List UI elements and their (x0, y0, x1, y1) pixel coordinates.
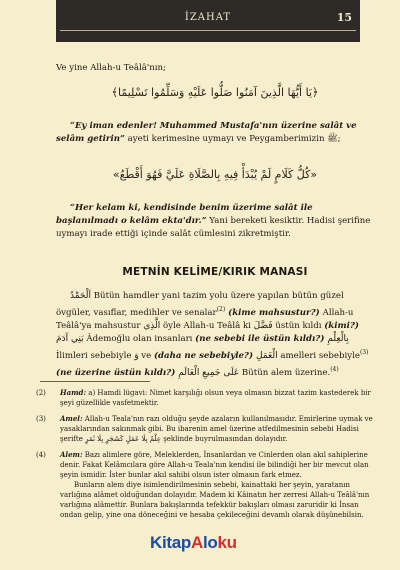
footnote-ref: (2) (216, 306, 226, 313)
footnote-number: (2) (36, 389, 46, 397)
footnote-label: Hamd: (60, 388, 87, 397)
meaning-text: öyle Allah-u Teâlâ ki (160, 320, 254, 331)
meaning-text: Bütün hamdler yani tazim yolu üzere yapılan bütün güzel övgüler, vasıflar, medihler ve senalar (56, 291, 344, 318)
paragraph-word-meaning (56, 290, 374, 380)
paragraph-ayah-translation (56, 120, 374, 146)
page-header (56, 0, 360, 42)
arabic-word: اَلْحَمْدُ (70, 291, 91, 301)
question-text: (daha ne sebebiyle?) (153, 350, 257, 361)
intro-line: Ve yine Allah-u Teâlâ'nın; (56, 63, 166, 73)
arabic-word: الْعَمَلِ (256, 350, 278, 361)
hadith-translation-rest: Yani bereketi kesiktir. Hadisi şerifine uymayı irade ettiği içinde salât cümlesini zikretmiştir. (56, 216, 371, 239)
footnote-2 (36, 388, 376, 408)
arabic-word: فَضَّلَ (253, 320, 273, 331)
footnote-text: Bunların alem diye isimlendirilmesinin sebebi, kainattaki her şeyin, yaratanın varlığına alâmet olduğundan dolayıdır. Madem ki Kâinatın her zerresi Allah-u Teâlâ'nın varlığına alâmettir. Bunlara bakışlarında tefekkür bakışları olması zaruridir ki İnsan ondan gelip, yine ona döneceğini ve hesaba çekileceğini devamlı olarak düşünebilsin. (60, 481, 370, 519)
meaning-text: İlimleri sebebiyle (56, 350, 135, 361)
arabic-word: الَّذِي (143, 320, 161, 331)
footnote-3 (36, 414, 376, 444)
kitapaloku-watermark (150, 533, 237, 553)
footnote-text: şeklinde buyrulmasından dolayıdır. (160, 435, 288, 443)
header-rule (60, 30, 356, 31)
footnote-number: (3) (36, 415, 46, 423)
page-number: 15 (336, 11, 352, 24)
footnote-label: Alem: (60, 450, 83, 459)
ayah-verse: ﴿يَا أَيُّهَا الَّذِينَ آمَنُوا صَلُّوا عَلَيْهِ وَسَلِّمُوا تَسْلِيمًا﴾ (111, 86, 319, 99)
footnote-4 (36, 450, 376, 520)
footnote-text: Allah-u Teala'nın razı olduğu şeyde azaların kullanılmasıdır. Emirlerine uymak ve yasaklarından sakınmak gibi. Bu ibarenin amel üzerine atfedilmesinin sebebi Hadisi şerifte (60, 415, 373, 443)
arabic-word: وَ (134, 350, 139, 361)
question-text: (ne üzerine üstün kıldı?) (56, 367, 179, 378)
ayah-translation-rest: ayeti kerimesine uymayı ve Peygamberimizin ﷺ; (124, 134, 341, 144)
meaning-text: Allah-u Teâlâ'ya mahsustur (56, 307, 354, 331)
meaning-text: üstün kıldı (272, 320, 325, 331)
logo-part: Kitap (150, 533, 192, 552)
meaning-text: Âdemoğlu olan insanları (83, 333, 196, 344)
footnote-number: (4) (36, 451, 46, 459)
running-title: İZAHAT (184, 12, 232, 23)
footnote-ref: (3) (359, 348, 369, 356)
logo-part: A (191, 533, 203, 552)
question-text: (kimi?) (324, 320, 359, 331)
footnote-ref: (4) (330, 365, 339, 373)
hadith-text: «كُلُّ كَلَامٍ لَمْ يُبْدَأْ فِيهِ بِالصَّلَاةِ عَلَيَّ فَهُوَ أَقْطَعُ» (112, 168, 318, 181)
arabic-word: بَنِي آدَمَ (56, 333, 84, 344)
ayah-translation-quote: “Ey iman edenler! Muhammed Mustafa'nın üzerine salât ve selâm getirin” (56, 121, 357, 144)
question-text: (ne sebebi ile üstün kıldı?) (195, 333, 328, 344)
meaning-text: amelleri sebebiyle (277, 350, 360, 361)
arabic-word: بِالْعِلْمِ (327, 333, 349, 344)
meaning-text: ve (138, 350, 154, 361)
logo-part: lo (203, 533, 218, 552)
footnote-text: Bazı alimlere göre, Meleklerden, İnsanlardan ve Cinlerden olan akıl sahiplerine denir. Fakat Kelâmcılara göre Allah-u Teala'nın kendisi ile bilindiği her bir mevcut olan şeyin ismidir. İster bunlar akıl sahibi olsun ister olmasın fark etmez. (60, 451, 369, 479)
footnote-arabic: عِلْمٌ بِلَا عَمَلٍ كَشَجَرٍ بِلَا ثَمَرٍ (85, 435, 161, 443)
hadith-translation-quote: “Her kelam ki, kendisinde benim üzerime salât ile başlanılmadı o kelâm ekta'dır.” (56, 203, 313, 226)
footnote-text: a) Hamdi lügavi: Nimet karşılığı olsun veya olmasın bizzat tazim kastederek bir şeyi güzellikle vasfetmektir. (60, 389, 371, 407)
meaning-text: Bütün alem üzerine. (239, 367, 331, 378)
arabic-word: عَلَى جَمِيعِ الْعَالَمِ (178, 367, 240, 378)
paragraph-hadith-translation (56, 202, 374, 241)
footnote-label: Amel: (60, 414, 83, 423)
question-text: (kime mahsustur?) (225, 307, 323, 318)
footnote-divider (40, 381, 150, 382)
section-heading: METNİN KELİME/KIRIK MANASI (122, 266, 308, 278)
logo-part: ku (217, 533, 237, 552)
